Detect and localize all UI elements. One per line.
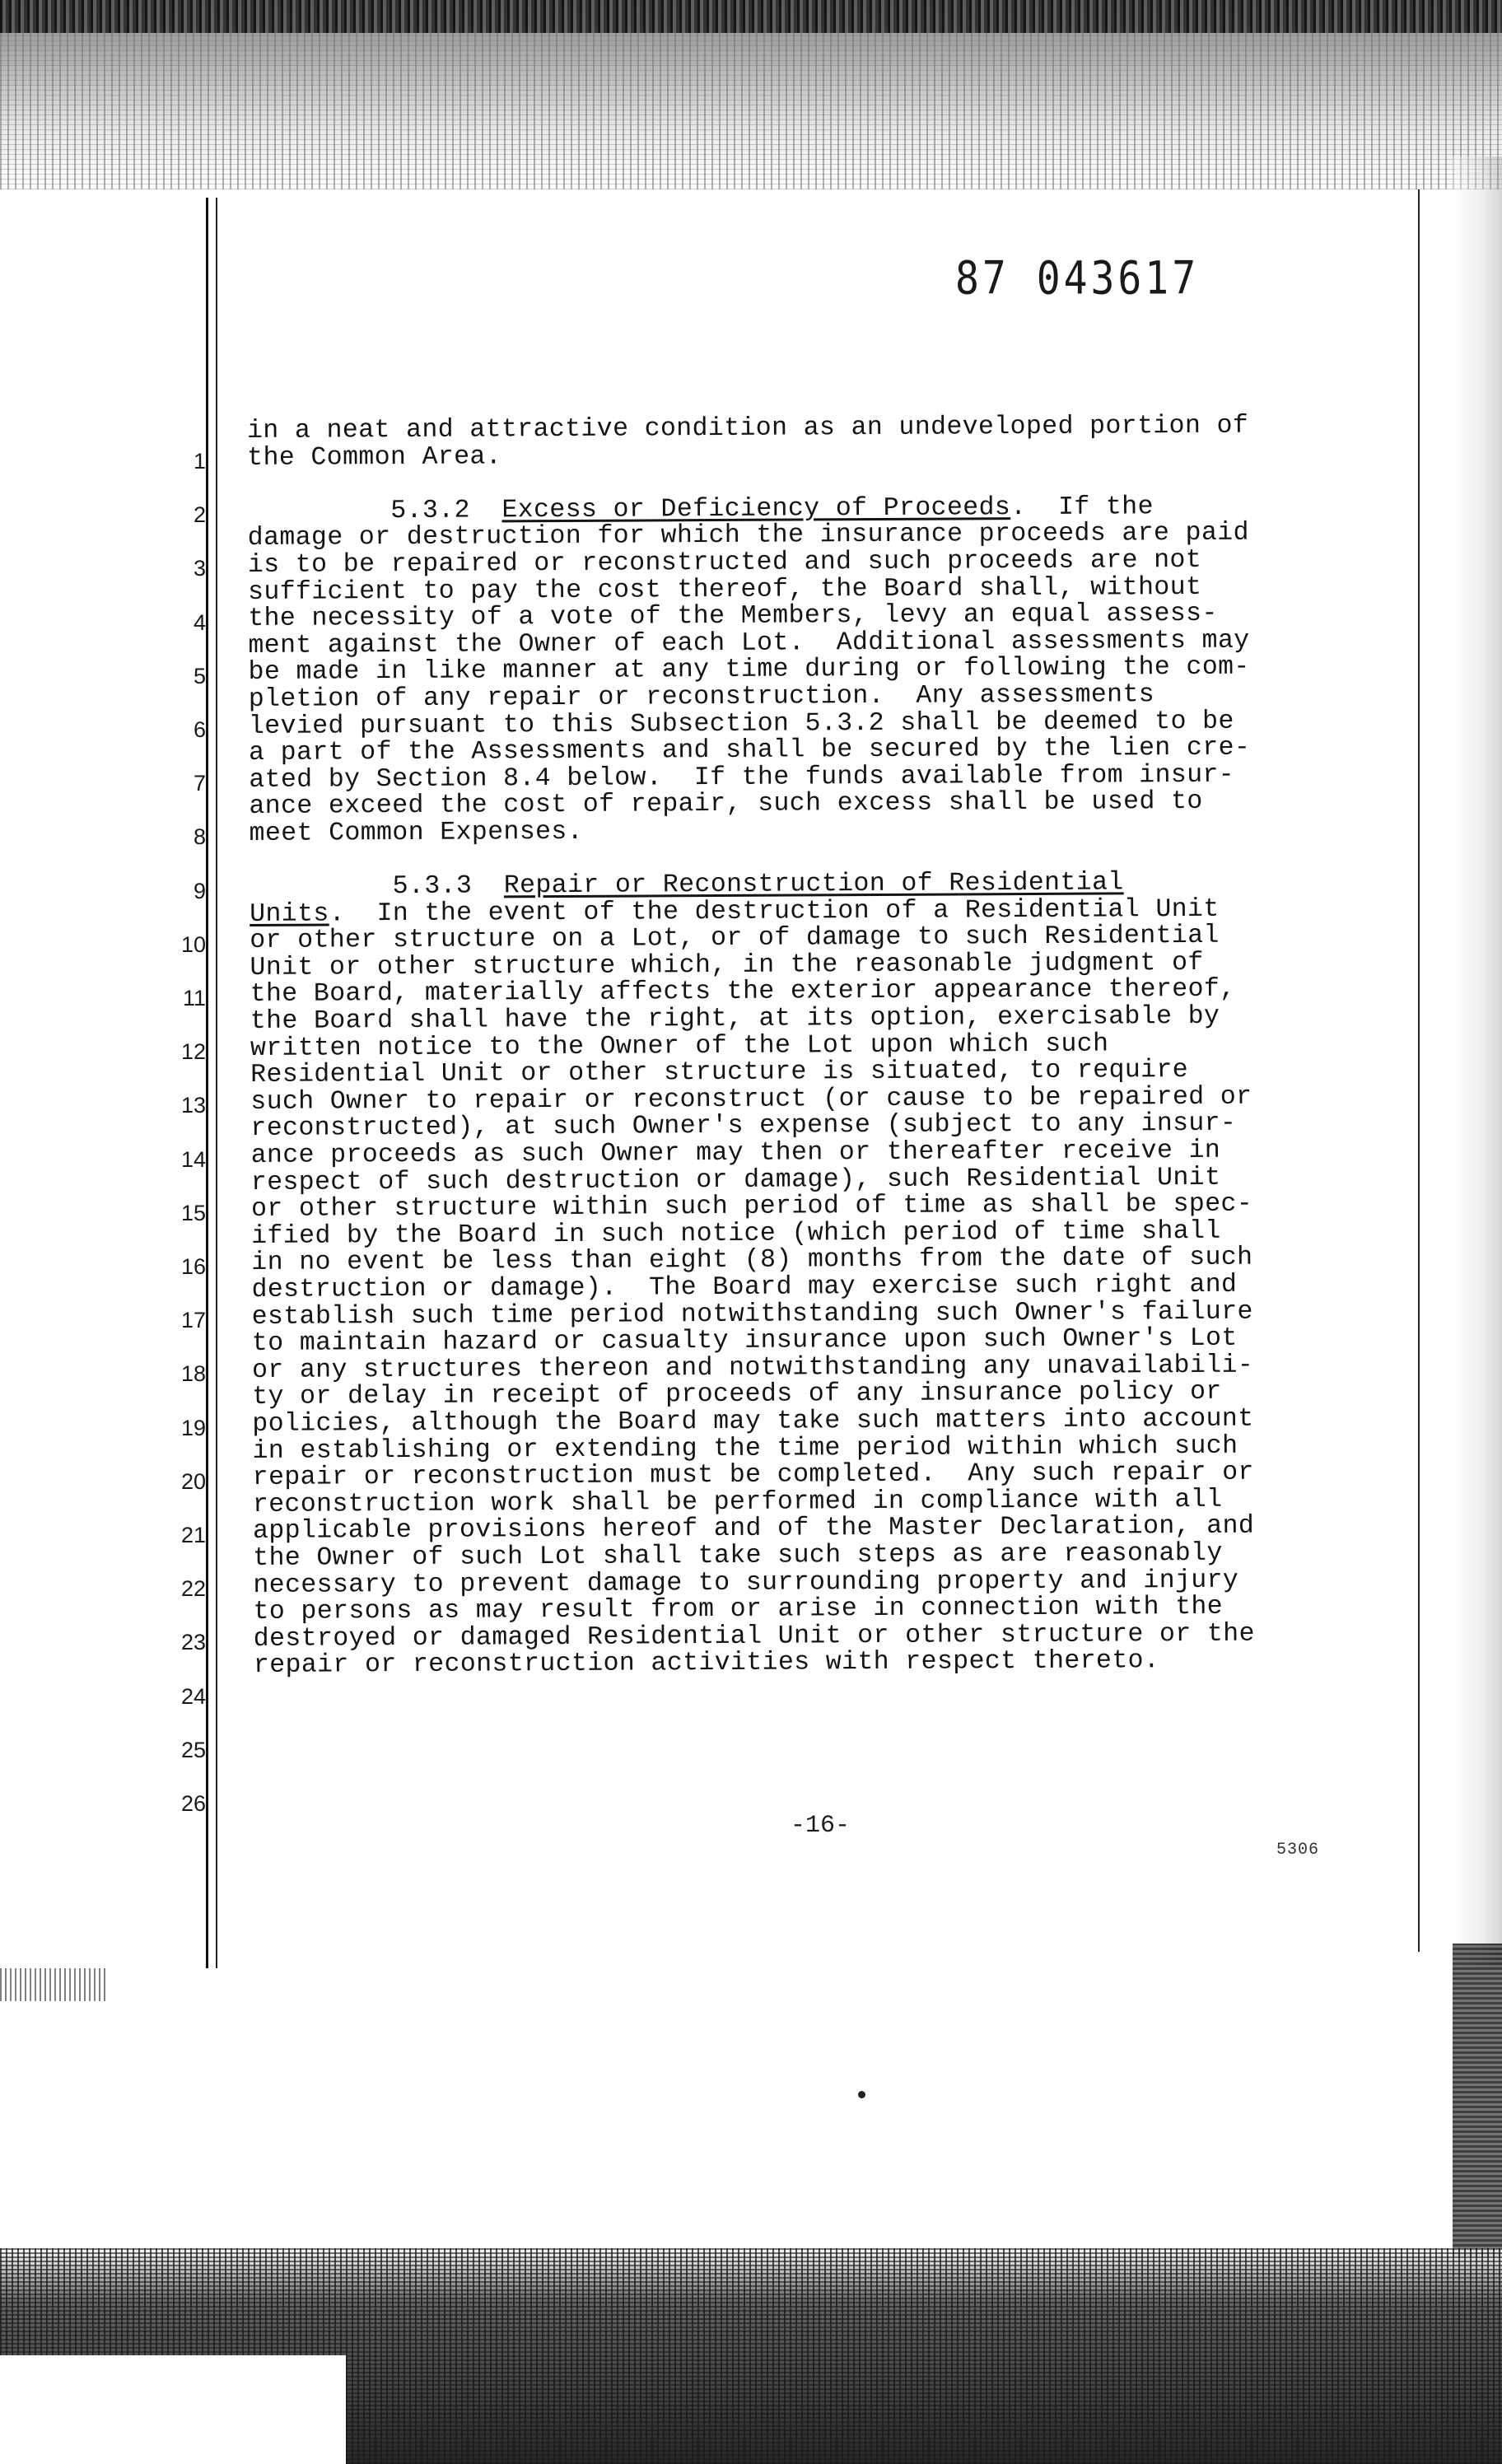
scan-speck — [858, 2091, 865, 2098]
text-line: to maintain hazard or casualty insurance upon such Owner's Lot — [251, 1323, 1238, 1359]
document-body — [247, 413, 1390, 1680]
line-number: 6 — [193, 717, 206, 742]
text-line: in a neat and attractive condition as an undeveloped portion of — [246, 411, 1249, 446]
corner-stamp: 5306 — [1276, 1841, 1320, 1860]
line-number: 3 — [193, 556, 206, 581]
text-line-rest: . In the event of the destruction of a Residential Unit — [329, 894, 1220, 929]
left-margin-rule-inner — [216, 198, 217, 1968]
text-line: the Owner of such Lot shall take such steps as are reasonably — [253, 1538, 1223, 1573]
text-line: the Board, materially affects the exterior appearance thereof, — [250, 975, 1236, 1010]
text-line: in establishing or extending the time period within which such — [252, 1431, 1238, 1466]
line-number: 15 — [180, 1200, 206, 1225]
text-line: ance proceeds as such Owner may then or thereafter receive in — [250, 1136, 1221, 1171]
text-line: destroyed or damaged Residential Unit or other structure or the — [253, 1619, 1255, 1654]
scan-noise-left — [0, 1968, 107, 2001]
recording-number: 87 043617 — [955, 251, 1200, 306]
text-line: meet Common Expenses. — [249, 817, 584, 848]
text-line: necessary to prevent damage to surrounding property and injury — [253, 1566, 1239, 1600]
text-line: applicable provisions hereof and of the Master Declaration, and — [252, 1511, 1255, 1547]
line-number: 16 — [180, 1254, 206, 1279]
scan-noise-right-bottom — [1453, 1944, 1502, 2256]
line-number: 12 — [180, 1039, 206, 1065]
text-line-lead: 5.3.3 — [249, 871, 504, 903]
text-line: ment against the Owner of each Lot. Additional assessments may — [248, 626, 1250, 660]
scan-noise-top-edge — [0, 0, 1502, 33]
right-margin-rule — [1418, 189, 1420, 1952]
text-line: respect of such destruction or damage), such Residential Unit — [250, 1163, 1221, 1197]
text-line: repair or reconstruction must be completed. Any such repair or — [252, 1458, 1254, 1493]
text-line: reconstructed), at such Owner's expense (subject to any insur- — [250, 1109, 1237, 1144]
line-number: 21 — [180, 1523, 206, 1547]
text-line: Unit or other structure which, in the reasonable judgment of — [250, 948, 1204, 982]
line-number: 5 — [193, 663, 206, 688]
line-number: 11 — [182, 986, 206, 1010]
line-number: 17 — [180, 1308, 206, 1333]
text-line: ated by Section 8.4 below. If the funds available from insur- — [249, 760, 1235, 795]
text-line: policies, although the Board may take such matters into account — [252, 1404, 1254, 1439]
line-number: 4 — [193, 609, 206, 635]
line-number: 19 — [180, 1415, 206, 1440]
section-heading: Units — [250, 899, 329, 929]
text-line: damage or destruction for which the insurance proceeds are paid — [247, 519, 1249, 553]
line-number: 25 — [180, 1737, 206, 1762]
text-line: such Owner to repair or reconstruct (or cause to be repaired or — [250, 1082, 1252, 1117]
text-line: ified by the Board in such notice (which period of time shall — [251, 1216, 1221, 1251]
section-heading: Repair or Reconstruction of Residential — [503, 868, 1124, 901]
text-line: reconstruction work shall be performed in compliance with all — [252, 1485, 1223, 1519]
text-line: the Common Area. — [247, 441, 502, 473]
text-line: to persons as may result from or arise in connection with the — [253, 1592, 1224, 1627]
line-number: 24 — [180, 1683, 206, 1709]
text-line: levied pursuant to this Subsection 5.3.2 shall be deemed to be — [248, 707, 1234, 741]
text-line: a part of the Assessments and shall be secured by the lien cre- — [249, 733, 1251, 768]
line-number: 1 — [193, 449, 206, 474]
text-line: destruction or damage). The Board may exercise such right and — [251, 1270, 1238, 1304]
text-line: ty or delay in receipt of proceeds of any insurance policy or — [252, 1378, 1222, 1412]
line-number: 14 — [180, 1146, 206, 1172]
line-number: 18 — [180, 1361, 206, 1387]
line-number: 7 — [193, 771, 206, 796]
text-line: the necessity of a vote of the Members, levy an equal assess- — [248, 599, 1218, 634]
text-line: sufficient to pay the cost thereof, the Board shall, without — [248, 572, 1202, 607]
text-line: written notice to the Owner of the Lot upon which such — [250, 1029, 1109, 1063]
line-number: 9 — [193, 878, 206, 903]
text-line: repair or reconstruction activities with respect thereto. — [253, 1646, 1160, 1681]
left-margin-rule — [206, 198, 208, 1968]
line-number: 20 — [180, 1468, 206, 1494]
line-number: 10 — [180, 931, 206, 957]
line-number: 26 — [180, 1791, 206, 1816]
text-line: or any structures thereon and notwithstanding any unavailabili- — [251, 1351, 1254, 1385]
text-line: pletion of any repair or reconstruction. Any assessments — [248, 680, 1155, 714]
text-line: is to be repaired or reconstructed and such proceeds are not — [247, 545, 1202, 580]
scan-corner-blank — [0, 2355, 346, 2464]
text-line: or other structure within such period of time as shall be spec- — [250, 1189, 1253, 1225]
line-number: 8 — [193, 824, 206, 850]
line-number: 2 — [193, 502, 206, 528]
line-number: 23 — [180, 1630, 206, 1655]
text-line: in no event be less than eight (8) months from the date of such — [251, 1244, 1253, 1278]
text-line: ance exceed the cost of repair, such excess shall be used to — [249, 787, 1203, 822]
text-line-rest: . If the — [1010, 492, 1154, 522]
line-number: 13 — [180, 1093, 206, 1118]
scan-shadow-right — [1453, 156, 1502, 1968]
text-line-lead: 5.3.2 — [247, 496, 502, 526]
section-heading: Excess or Deficiency of Proceeds — [501, 492, 1011, 525]
text-line: or other structure on a Lot, or of damage to such Residential — [250, 922, 1220, 956]
line-number: 22 — [180, 1576, 206, 1602]
text-line: the Board shall have the right, at its option, exercisable by — [250, 1001, 1220, 1037]
text-line: be made in like manner at any time during or following the com- — [248, 652, 1250, 688]
text-line: Residential Unit or other structure is situated, to require — [250, 1056, 1189, 1090]
text-line: establish such time period notwithstanding such Owner's failure — [251, 1297, 1253, 1332]
page-number: -16- — [791, 1812, 851, 1840]
